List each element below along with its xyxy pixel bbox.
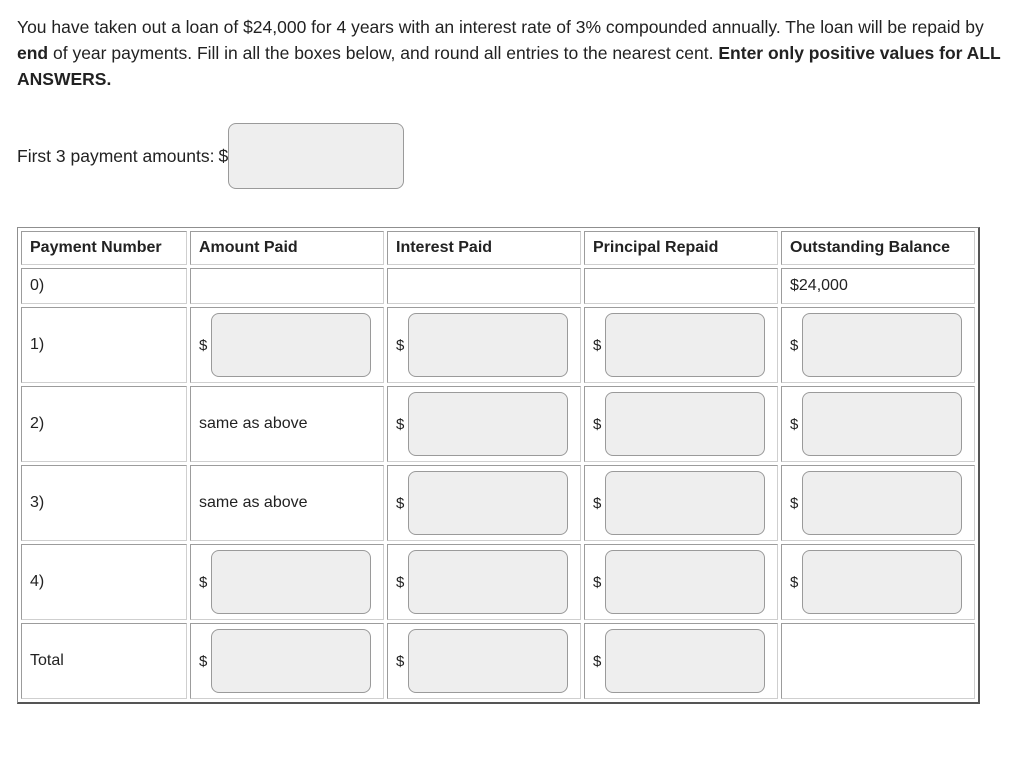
payment-number: Total xyxy=(21,623,187,699)
table-row xyxy=(21,465,975,541)
currency-symbol: $ xyxy=(790,415,799,433)
currency-symbol: $ xyxy=(593,415,602,433)
principal-repaid-total-input[interactable] xyxy=(605,629,765,693)
first-payment-label: First 3 payment amounts: xyxy=(17,145,215,166)
currency-symbol: $ xyxy=(593,336,602,354)
table-row xyxy=(21,544,975,620)
header-interest-paid: Interest Paid xyxy=(387,231,581,265)
header-payment-number: Payment Number xyxy=(21,231,187,265)
table-header-row xyxy=(21,231,975,265)
currency-symbol: $ xyxy=(199,336,208,354)
payment-number: 1) xyxy=(21,307,187,383)
question-bold-instruction: Enter only positive values for ALL ANSWERS. xyxy=(17,43,1001,89)
question-bold-end: end xyxy=(17,43,49,63)
currency-symbol: $ xyxy=(593,652,602,670)
currency-symbol: $ xyxy=(396,652,405,670)
same-as-above-text: same as above xyxy=(190,465,384,541)
table-row xyxy=(21,268,975,304)
outstanding-balance-input-3[interactable] xyxy=(802,471,962,535)
first-payment-row xyxy=(17,123,404,189)
payment-number: 2) xyxy=(21,386,187,462)
currency-symbol: $ xyxy=(218,145,229,166)
interest-paid-input-2[interactable] xyxy=(408,392,568,456)
principal-repaid-input-4[interactable] xyxy=(605,550,765,614)
header-outstanding-balance: Outstanding Balance xyxy=(781,231,975,265)
currency-symbol: $ xyxy=(396,415,405,433)
amount-paid-cell xyxy=(190,268,384,304)
outstanding-balance-value: $24,000 xyxy=(781,268,975,304)
same-as-above-text: same as above xyxy=(190,386,384,462)
payment-number: 0) xyxy=(21,268,187,304)
table-row xyxy=(21,386,975,462)
interest-paid-input-4[interactable] xyxy=(408,550,568,614)
principal-repaid-cell xyxy=(584,268,778,304)
table-row-total xyxy=(21,623,975,699)
first-payment-input[interactable] xyxy=(228,123,404,189)
interest-paid-input-1[interactable] xyxy=(408,313,568,377)
interest-paid-input-3[interactable] xyxy=(408,471,568,535)
outstanding-balance-input-1[interactable] xyxy=(802,313,962,377)
outstanding-balance-input-2[interactable] xyxy=(802,392,962,456)
principal-repaid-input-2[interactable] xyxy=(605,392,765,456)
interest-paid-total-input[interactable] xyxy=(408,629,568,693)
currency-symbol: $ xyxy=(199,573,208,591)
currency-symbol: $ xyxy=(396,573,405,591)
outstanding-balance-input-4[interactable] xyxy=(802,550,962,614)
currency-symbol: $ xyxy=(396,494,405,512)
principal-repaid-input-3[interactable] xyxy=(605,471,765,535)
outstanding-balance-total-cell xyxy=(781,623,975,699)
payment-number: 4) xyxy=(21,544,187,620)
currency-symbol: $ xyxy=(593,573,602,591)
amount-paid-total-input[interactable] xyxy=(211,629,371,693)
currency-symbol: $ xyxy=(790,336,799,354)
currency-symbol: $ xyxy=(199,652,208,670)
amount-paid-input-4[interactable] xyxy=(211,550,371,614)
currency-symbol: $ xyxy=(396,336,405,354)
header-amount-paid: Amount Paid xyxy=(190,231,384,265)
currency-symbol: $ xyxy=(790,494,799,512)
header-principal-repaid: Principal Repaid xyxy=(584,231,778,265)
table-row xyxy=(21,307,975,383)
amortization-table xyxy=(17,227,980,704)
principal-repaid-input-1[interactable] xyxy=(605,313,765,377)
payment-number: 3) xyxy=(21,465,187,541)
amount-paid-input-1[interactable] xyxy=(211,313,371,377)
interest-paid-cell xyxy=(387,268,581,304)
currency-symbol: $ xyxy=(790,573,799,591)
question-text: You have taken out a loan of $24,000 for 4 years with an interest rate of 3% compounded annually. The loan will be repaid by end of year payments. Fill in all the boxes below, and round all entries to the nearest cent. Enter only positive values for ALL ANSWERS. xyxy=(17,17,1001,89)
currency-symbol: $ xyxy=(593,494,602,512)
